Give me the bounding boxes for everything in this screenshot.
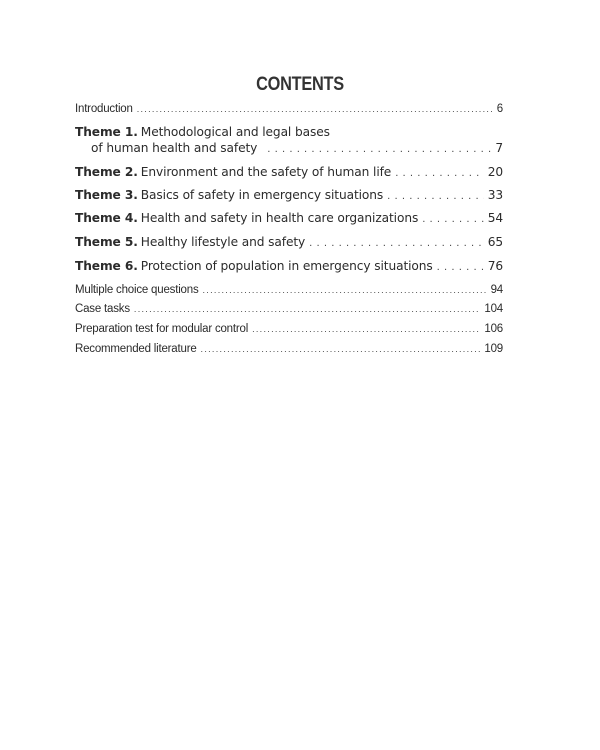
toc-entry-label: Methodological and legal bases <box>140 125 330 139</box>
toc-entry-label: Multiple choice questions <box>75 284 199 296</box>
toc-entry-label: Environment and the safety of human life <box>140 165 392 179</box>
toc-entry-theme-3[interactable] <box>75 188 503 202</box>
dot-leader <box>267 144 491 155</box>
toc-page-number: 33 <box>487 188 503 202</box>
toc-page-number: 94 <box>490 284 503 296</box>
dot-leader <box>134 304 481 314</box>
toc-entry-label: Health and safety in health care organizations <box>140 211 419 225</box>
toc-entry-label: Healthy lifestyle and safety <box>140 235 306 249</box>
toc-page-number: 76 <box>487 259 503 273</box>
theme-number: Theme 4. <box>75 211 138 225</box>
toc-entry-label-continued: of human health and safety <box>91 141 258 155</box>
toc-entry-introduction[interactable] <box>75 103 503 115</box>
toc-entry-label: Introduction <box>75 103 133 115</box>
toc-entry-theme-4[interactable] <box>75 211 503 225</box>
toc-page-number: 20 <box>487 165 503 179</box>
toc-entry-multiple-choice[interactable] <box>75 284 503 296</box>
theme-number: Theme 1. <box>75 125 138 139</box>
toc-entry-label: Basics of safety in emergency situations <box>140 188 384 202</box>
dot-leader <box>201 344 481 354</box>
dot-leader <box>203 285 487 295</box>
dot-leader <box>422 214 483 225</box>
page-title: CONTENTS <box>256 74 344 95</box>
toc-entry-theme-2[interactable] <box>75 165 503 179</box>
toc-entry-theme-1[interactable] <box>75 125 503 155</box>
theme-number: Theme 5. <box>75 235 138 249</box>
toc-page-number: 109 <box>484 343 503 355</box>
toc-page-number: 6 <box>496 103 503 115</box>
dot-leader <box>387 191 484 202</box>
toc-entry-case-tasks[interactable] <box>75 303 503 315</box>
dot-leader <box>309 238 484 249</box>
toc-page-number: 54 <box>487 211 503 225</box>
toc-entry-recommended-literature[interactable] <box>75 343 503 355</box>
toc-entry-label: Case tasks <box>75 303 130 315</box>
toc-page-number: 106 <box>484 323 503 335</box>
toc-entry-theme-6[interactable] <box>75 259 503 273</box>
toc-entry-theme-5[interactable] <box>75 235 503 249</box>
toc-entry-label: Preparation test for modular control <box>75 323 249 335</box>
dot-leader <box>252 324 480 334</box>
toc-entry-preparation-test[interactable] <box>75 323 503 335</box>
theme-number: Theme 2. <box>75 165 138 179</box>
toc-page-number: 7 <box>495 141 503 155</box>
theme-number: Theme 3. <box>75 188 138 202</box>
dot-leader <box>137 104 493 114</box>
toc-entry-label: Recommended literature <box>75 343 197 355</box>
toc-page-number: 65 <box>487 235 503 249</box>
toc-entry-label: Protection of population in emergency situations <box>140 259 433 273</box>
theme-number: Theme 6. <box>75 259 138 273</box>
dot-leader <box>437 262 484 273</box>
toc-page-number: 104 <box>484 303 503 315</box>
dot-leader <box>395 168 483 179</box>
